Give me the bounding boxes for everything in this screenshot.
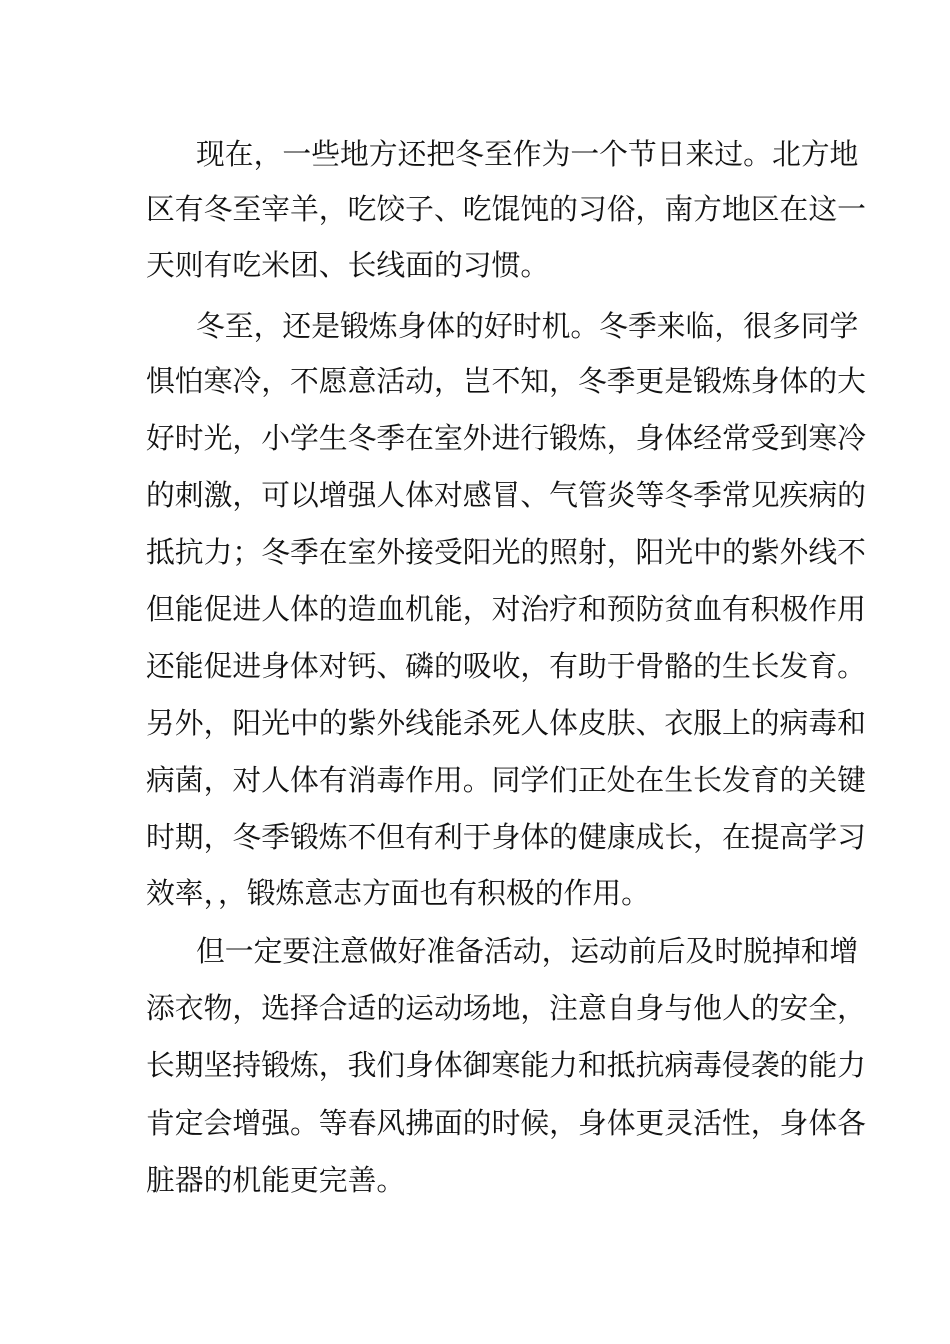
paragraph-line: 冬至，还是锻炼身体的好时机。冬季来临，很多同学 xyxy=(196,309,859,343)
paragraph-line: 现在，一些地方还把冬至作为一个节日来过。北方地 xyxy=(196,137,859,171)
paragraph-line: 还能促进身体对钙、磷的吸收，有助于骨骼的生长发育。 xyxy=(146,649,866,683)
paragraph-line: 时期，冬季锻炼不但有利于身体的健康成长，在提高学习 xyxy=(146,820,866,854)
paragraph-line: 另外，阳光中的紫外线能杀死人体皮肤、衣服上的病毒和 xyxy=(146,706,866,740)
paragraph-line: 但一定要注意做好准备活动，运动前后及时脱掉和增 xyxy=(196,934,859,968)
paragraph-line: 长期坚持锻炼，我们身体御寒能力和抵抗病毒侵袭的能力 xyxy=(146,1048,866,1082)
paragraph-line: 抵抗力；冬季在室外接受阳光的照射，阳光中的紫外线不 xyxy=(146,535,866,569)
paragraph-line: 添衣物，选择合适的运动场地，注意自身与他人的安全， xyxy=(146,991,866,1025)
paragraph-line: 肯定会增强。等春风拂面的时候，身体更灵活性，身体各 xyxy=(146,1106,866,1140)
paragraph-line: 但能促进人体的造血机能，对治疗和预防贫血有积极作用 xyxy=(146,592,866,626)
paragraph-line: 惧怕寒冷，不愿意活动，岂不知，冬季更是锻炼身体的大 xyxy=(146,364,866,398)
paragraph-line: 区有冬至宰羊，吃饺子、吃馄饨的习俗，南方地区在这一 xyxy=(146,192,866,226)
paragraph-line: 好时光，小学生冬季在室外进行锻炼，身体经常受到寒冷 xyxy=(146,421,866,455)
paragraph-line: 脏器的机能更完善。 xyxy=(146,1163,406,1197)
paragraph-line: 病菌，对人体有消毒作用。同学们正处在生长发育的关键 xyxy=(146,763,866,797)
paragraph-line: 效率，，锻炼意志方面也有积极的作用。 xyxy=(146,876,650,910)
paragraph-line: 的刺激，可以增强人体对感冒、气管炎等冬季常见疾病的 xyxy=(146,478,866,512)
paragraph-line: 天则有吃米团、长线面的习惯。 xyxy=(146,248,550,282)
